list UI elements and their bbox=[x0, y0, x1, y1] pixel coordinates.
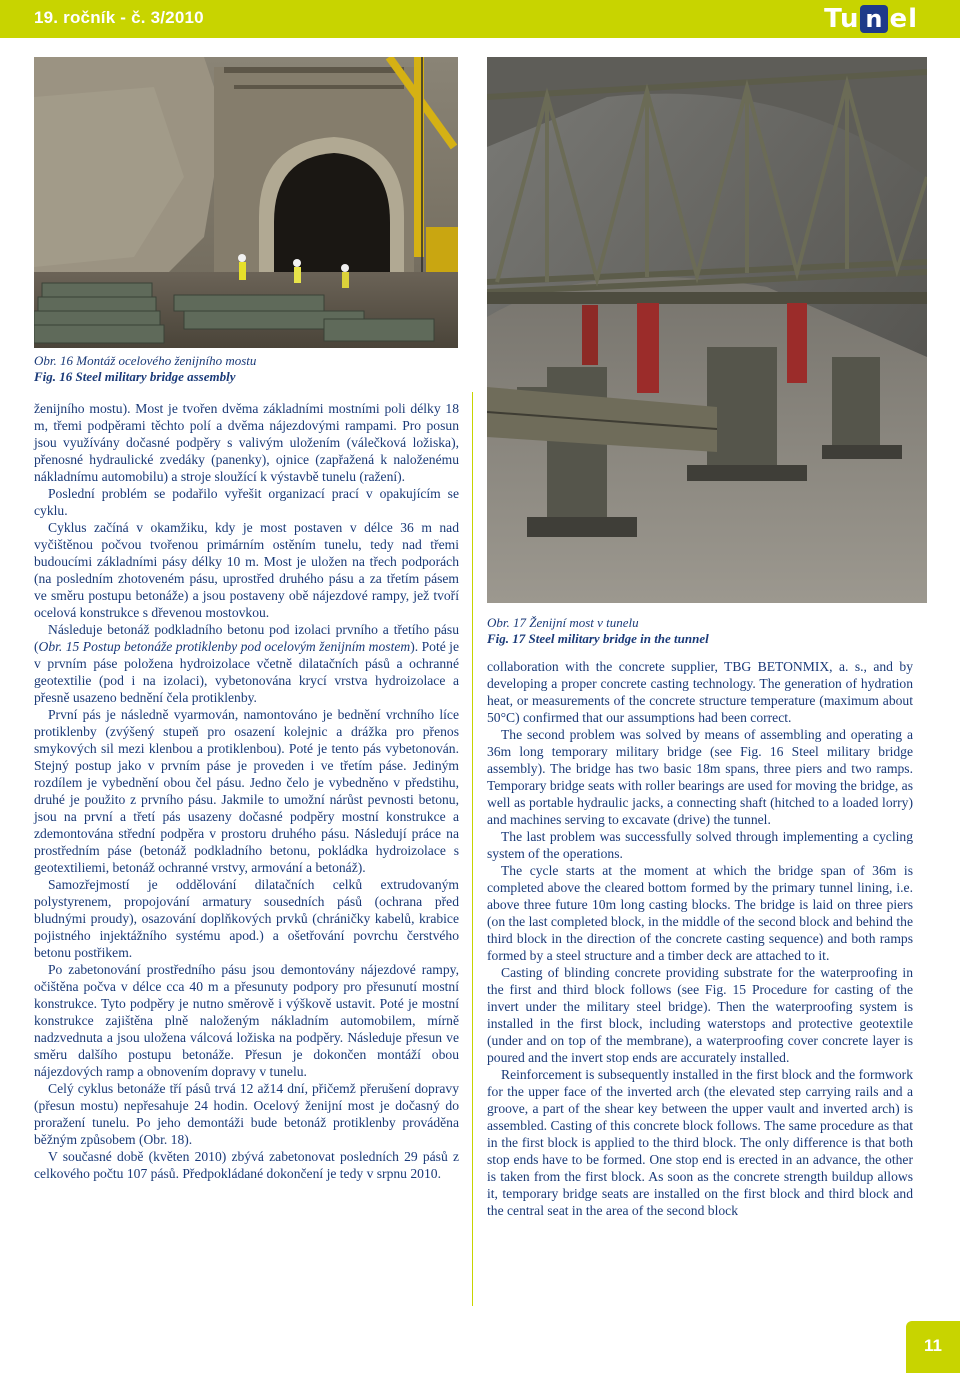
figure-17-caption bbox=[487, 615, 927, 647]
figure-16-caption bbox=[34, 353, 454, 385]
cz-paragraph-2: Poslední problém se podařilo vyřešit organizací prací v opakujícím se cyklu. bbox=[34, 486, 459, 518]
en-paragraph-6: Reinforcement is subsequently installed in the first block and the formwork for the upper face of the inverted arch (the elevated step carrying rails and a groove, a part of the shear key between the upper vault and inverted arch) is assembled. Casting of this concrete block follows. The same procedure as that in the first block is applied to the third block. The only difference is that both stop ends have to be formed. One stop end is erected in an advance, the other is taken from the first block. As soon as the concrete strength buildup allows it, temporary bridge seats are installed on the first block and third block and the central seat in the area of the second block bbox=[487, 1067, 913, 1218]
cz-paragraph-3: Cyklus začíná v okamžiku, kdy je most postaven v délce 36 m nad vyčištěnou počvou tvořenou primárním ostěním tunelu, tedy nad třemi budoucími základními pásy délky 10 m. Most je uložen na třech podporách (na posledním zhotoveném pásu, uprostřed druhého pásu a za třetím pásem ve směru postupu betonáže) a jsou postaveny obě nájezdové rampy, jež tvoří ocelová konstrukce s dřevenou mostovkou. bbox=[34, 520, 459, 620]
english-text-column bbox=[487, 658, 913, 1219]
en-paragraph-4: The cycle starts at the moment at which the bridge span of 36m is completed above the cleared bottom formed by the primary tunnel lining, i.e. above three future 10m long casting blocks. The bridge is laid on three piers (on the last completed block, in the middle of the second block and behind the third block in the direction of the concrete casting sequence) and both ramps formed by a steel structure and a timber deck are attached to it. bbox=[487, 863, 913, 963]
page-number: 11 bbox=[924, 1336, 942, 1355]
logo-text-end: el bbox=[889, 4, 918, 34]
en-paragraph-3: The last problem was successfully solved through implementing a cycling system of the operations. bbox=[487, 829, 913, 861]
figure-17-caption-en: Fig. 17 Steel military bridge in the tunnel bbox=[487, 631, 709, 646]
cz-paragraph-5: První pás je následně vyarmován, namontováno je bednění vrchního líce protiklenby (zvýšený stupeň pro osazení kolejnic a drážka pro přenos smykových sil mezi klenbou a protiklenbou). Poté je tento pás vybetonován. Stejný postup jako v prvním páse je proveden i ve třetím páse. Jediným rozdílem je vybednění obou čel pásu. Jedno čelo je vybedněno v předstihu, druhé je použito z prvního pásu. Jakmile to umožní nárůst pevnosti betonu, jsou na první a třetí pás usazeny dočasné podpěry mostní konstrukce a zdemontována střední podpěra v prostoru druhého pásu. Následují práce na prostředním páse (betonáž podkladního betonu, pokládka hydroizolace s geotextiliemi, betonáž ochranné vrstvy, armování a betonáž). bbox=[34, 707, 459, 875]
cz-paragraph-1: ženijního mostu). Most je tvořen dvěma základními mostními poli délky 18 m, třemi podpěrami těchto polí a dvěma nájezdovými rampami. Pro posun jsou využívány dočasné podpěry s valivým uložením (válečková ložiska), přenosné hydraulické zvedáky (panenky), ojnice (zapřažená k naloženému nákladnímu automobilu) a stroje sloužící k výstavbě tunelu (ražení). bbox=[34, 401, 459, 484]
figure-17-caption-cz: Obr. 17 Ženijní most v tunelu bbox=[487, 615, 639, 630]
en-paragraph-2: The second problem was solved by means of assembling and operating a 36m long temporary military bridge (see Fig. 16 Steel military bridge assembly). The bridge has two basic 18m spans, three piers and two ramps. Temporary bridge seats with roller bearings are used for moving the bridge, as well as portable hydraulic jacks, a connecting shaft (hitched to a loaded lorry) and machines serving to excavate (drive) the tunnel. bbox=[487, 727, 913, 827]
column-divider bbox=[472, 392, 473, 1306]
logo-box-letter: n bbox=[860, 5, 888, 33]
page-number-badge bbox=[906, 1321, 960, 1373]
tunel-logo bbox=[824, 4, 918, 34]
figure-17-photo bbox=[487, 57, 927, 603]
czech-text-column bbox=[34, 400, 459, 1182]
figure-15-reference: Obr. 15 Postup betonáže protiklenby pod ocelovým ženijním mostem bbox=[38, 639, 411, 654]
header-bar bbox=[0, 0, 960, 38]
en-paragraph-1: collaboration with the concrete supplier, TBG BETONMIX, a. s., and by developing a proper concrete casting technology. The generation of hydration heat, or measurements of the concrete structure temperature (maximum about 50°C) confirmed that our assumptions had been correct. bbox=[487, 659, 913, 725]
cz-paragraph-6: Samozřejmostí je oddělování dilatačních celků extrudovaným polystyrenem, propojování armatury sousedních pásů (ochrana před bludnými proudy), osazování doplňkových prvků (chráničky kabelů, krabice pojistného injektážního systému apod.) a ošetřování povrchu čerstvého betonu postřikem. bbox=[34, 877, 459, 960]
bridge-assembly-image bbox=[34, 57, 458, 348]
cz-paragraph-4 bbox=[34, 621, 459, 706]
figure-16-photo bbox=[34, 57, 458, 348]
cz-paragraph-9: V současné době (květen 2010) zbývá zabetonovat posledních 29 pásů z celkového počtu 107 pásů. Předpokládané dokončení je tedy v srpnu 2010. bbox=[34, 1149, 459, 1181]
cz-paragraph-4-start: Následuje betonáž podkladního betonu pod izolaci prvního a třetího pásu ( bbox=[34, 622, 459, 654]
military-bridge-image bbox=[487, 57, 927, 603]
en-paragraph-5: Casting of blinding concrete providing substrate for the waterproofing in the first and third block follows (see Fig. 15 Procedure for casting of the invert under the military steel bridge). Then the waterproofing system is installed in the first block, including waterstops and protective geotextile (under and on top of the membrane), a waterproofing cover concrete layer is poured and the invert stop ends are accurately installed. bbox=[487, 965, 913, 1065]
cz-paragraph-7: Po zabetonování prostředního pásu jsou demontovány nájezdové rampy, očištěna počva v délce cca 40 m a přesunuty podpory pro přesunutí mostní konstrukce. Tyto podpěry je nutno směrově i výškově ustavit. Poté je mostní konstrukce zajištěna plně naloženým nákladním automobilem, mírně nadzvednuta a jsou uložena válcová ložiska na podpěry. Následuje přesun ve směru dalšího postupu betonáže. Přesun je dokončen montáží obou nájezdových ramp a obnovením dopravy v tunelu. bbox=[34, 962, 459, 1079]
issue-label: 19. ročník - č. 3/2010 bbox=[34, 8, 204, 27]
logo-text-start: Tu bbox=[824, 4, 860, 34]
cz-paragraph-4-end: ). Poté je v prvním páse položena hydroizolace včetně dilatačních pásů a ochranné geotextilie (pod i na izolaci), vybetonována krycí vrstva hydroizolace a přesně usazeno bednění čela protiklenby. bbox=[34, 639, 459, 705]
figure-16-caption-cz: Obr. 16 Montáž ocelového ženijního mostu bbox=[34, 353, 257, 368]
cz-paragraph-8: Celý cyklus betonáže tří pásů trvá 12 až14 dní, přičemž přerušení dopravy (přesun mostu) nepřesahuje 24 hodin. Ocelový ženijní most je dočasný do proražení tunelu. Po jeho demontáži bude betonáž protiklenby prováděna běžným způsobem (Obr. 18). bbox=[34, 1081, 459, 1147]
figure-16-caption-en: Fig. 16 Steel military bridge assembly bbox=[34, 369, 236, 384]
